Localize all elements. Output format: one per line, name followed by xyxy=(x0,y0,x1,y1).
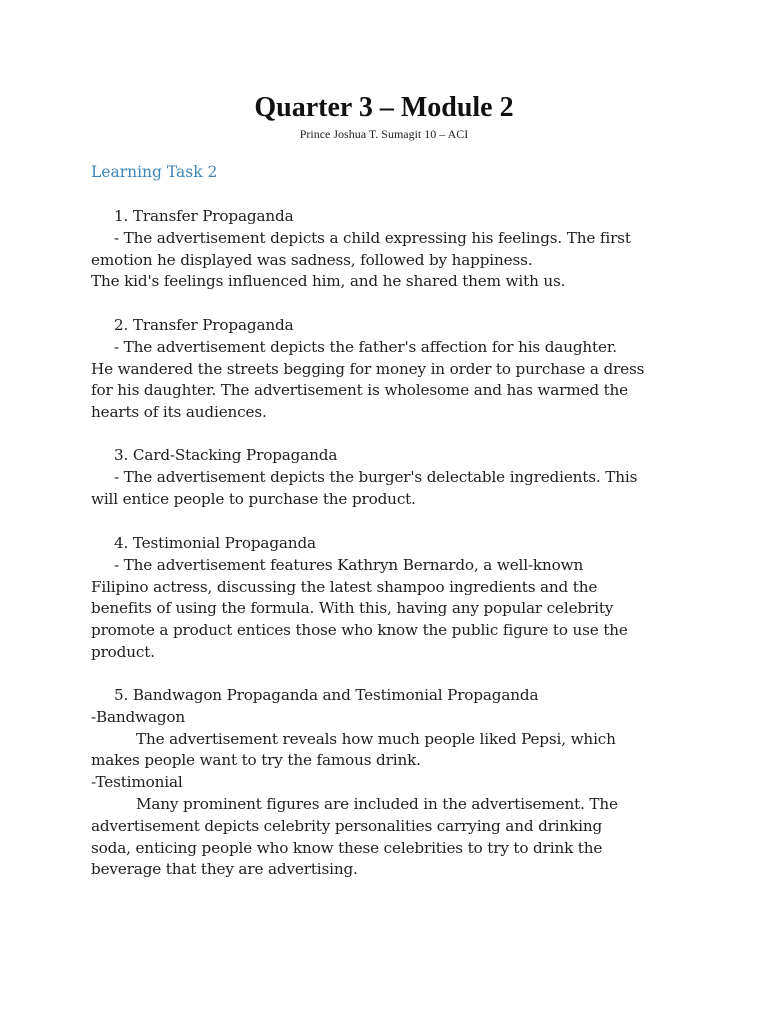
item-line: - The advertisement depicts the father's affection for his daughter. xyxy=(114,337,617,356)
item-heading: 5. Bandwagon Propaganda and Testimonial Propaganda xyxy=(114,686,539,704)
item-line: soda, enticing people who know these celebrities to try to drink the xyxy=(91,838,603,857)
item-4 xyxy=(91,533,691,664)
item-2 xyxy=(91,315,691,424)
item-line: hearts of its audiences. xyxy=(91,403,267,422)
item-line: The kid's feelings influenced him, and he shared them with us. xyxy=(91,272,566,291)
item-heading: 3. Card-Stacking Propaganda xyxy=(114,446,338,464)
item-line: beverage that they are advertising. xyxy=(91,860,358,879)
item-line: for his daughter. The advertisement is wholesome and has warmed the xyxy=(91,381,629,400)
item-line: Many prominent figures are included in the advertisement. The xyxy=(136,794,618,813)
item-line: will entice people to purchase the product. xyxy=(91,489,416,508)
item-3 xyxy=(91,445,691,510)
item-heading: 1. Transfer Propaganda xyxy=(114,207,294,225)
item-5 xyxy=(91,685,691,881)
item-line: The advertisement reveals how much people liked Pepsi, which xyxy=(136,729,616,748)
item-heading: 2. Transfer Propaganda xyxy=(114,316,294,334)
item-line: product. xyxy=(91,642,155,661)
item-1 xyxy=(91,206,691,293)
item-line: - The advertisement features Kathryn Bernardo, a well-known xyxy=(114,555,584,574)
item-line: He wandered the streets begging for money in order to purchase a dress xyxy=(91,359,645,378)
item-line: emotion he displayed was sadness, followed by happiness. xyxy=(91,250,533,269)
bandwagon-label: -Bandwagon xyxy=(91,707,186,726)
author-line: Prince Joshua T. Sumagit 10 – ACI xyxy=(299,127,469,141)
document-title: Quarter 3 – Module 2 xyxy=(254,92,514,123)
item-line: makes people want to try the famous drink. xyxy=(91,751,421,770)
testimonial-label: -Testimonial xyxy=(91,773,183,792)
item-line: promote a product entices those who know the public figure to use the xyxy=(91,621,628,640)
learning-task-heading: Learning Task 2 xyxy=(91,163,218,181)
item-heading: 4. Testimonial Propaganda xyxy=(114,534,316,552)
item-line: - The advertisement depicts the burger's delectable ingredients. This xyxy=(114,467,638,486)
item-line: benefits of using the formula. With this, having any popular celebrity xyxy=(91,599,614,618)
item-line: advertisement depicts celebrity personalities carrying and drinking xyxy=(91,816,603,835)
item-line: Filipino actress, discussing the latest shampoo ingredients and the xyxy=(91,577,598,596)
item-line: - The advertisement depicts a child expressing his feelings. The first xyxy=(114,228,631,247)
